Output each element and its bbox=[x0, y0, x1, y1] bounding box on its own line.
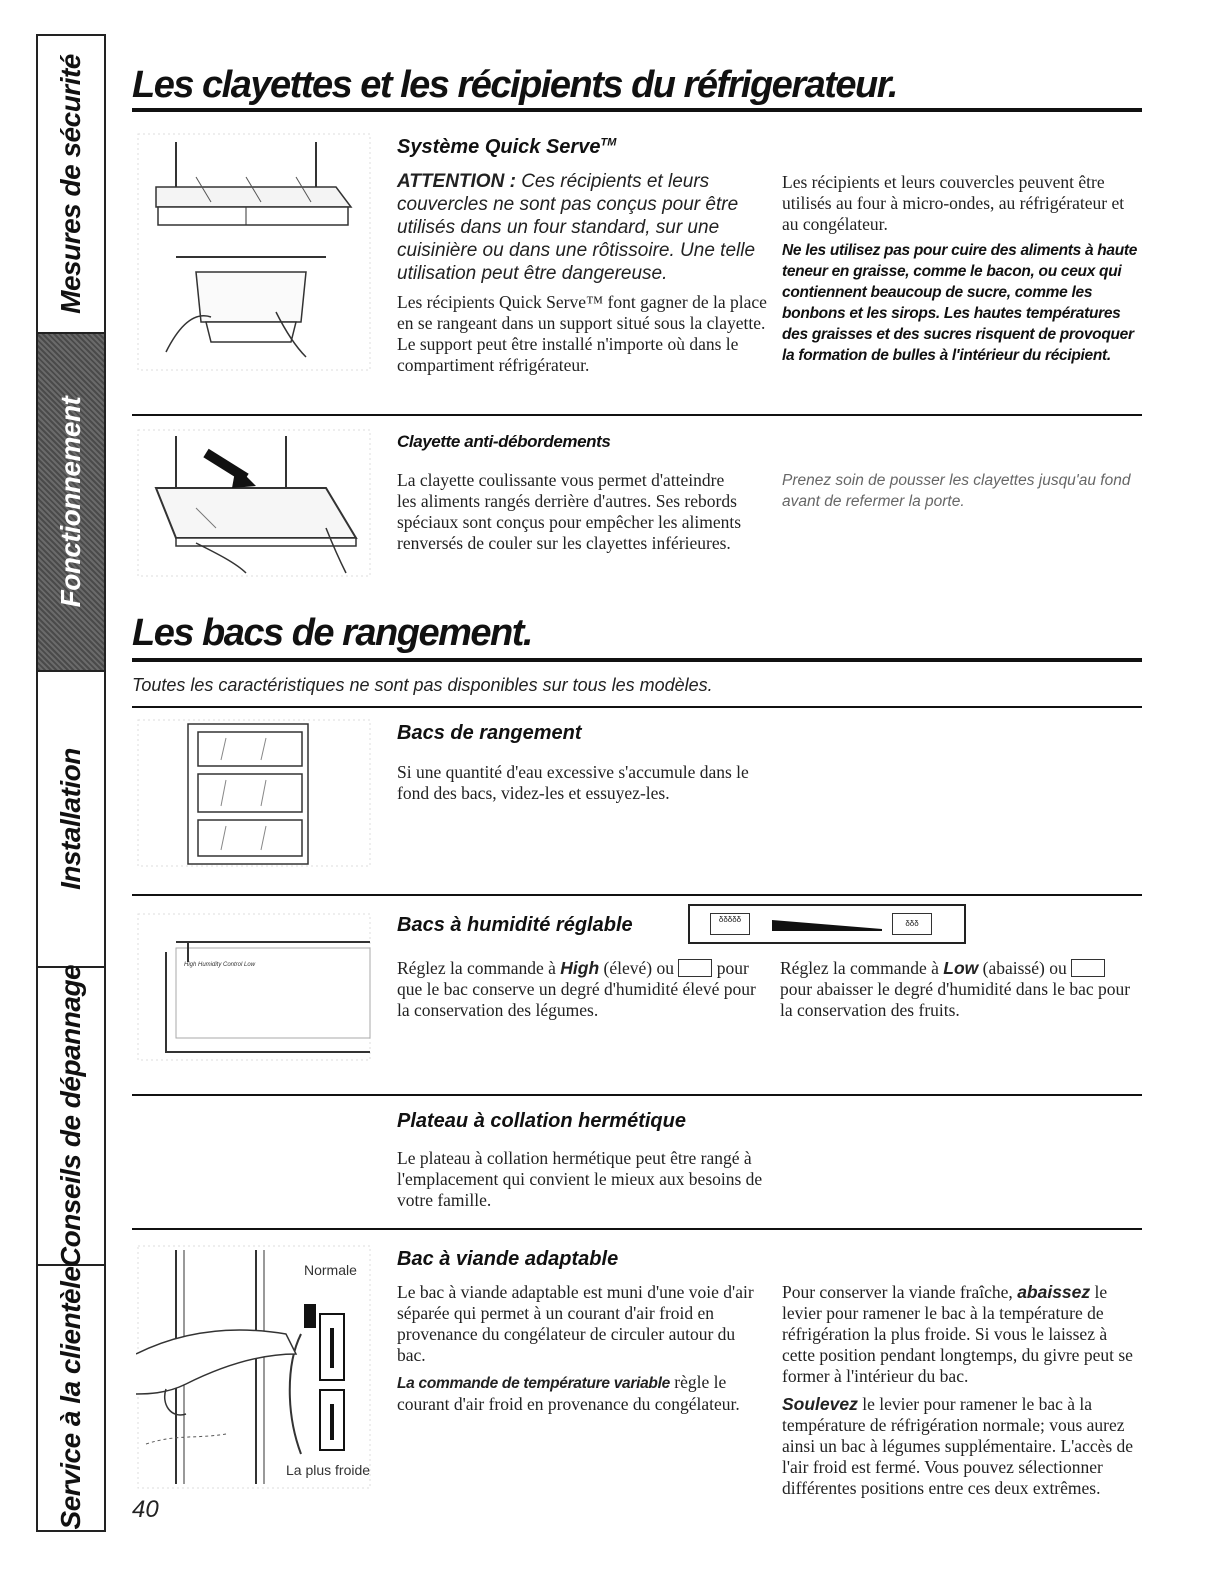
tab-fonctionnement[interactable] bbox=[38, 334, 104, 672]
quick-serve-attention: ATTENTION : Ces récipients et leurs couvercles ne sont pas conçus pour être utilisés dans un four standard, sur une cuisinière ou dans une rôtissoire. Une telle utilisation peut être dangereuse. bbox=[397, 171, 756, 284]
high-icon-inline bbox=[678, 959, 712, 977]
storage-bins-illustration bbox=[136, 718, 372, 868]
meat-pan-body: Le bac à viande adaptable est muni d'une voie d'air séparée qui permet à un courant d'air froid en provenance du congélateur de circuler autour du bac. bbox=[397, 1282, 754, 1365]
title-rule bbox=[132, 658, 1142, 662]
low-humidity-icon: δδδ bbox=[892, 913, 932, 935]
meat-pan-illustration bbox=[136, 1244, 372, 1490]
section-title-shelves: Les clayettes et les récipients du réfrigerateur. bbox=[132, 64, 897, 106]
humidity-low-text: Réglez la commande à Low (abaissé) ou pour abaisser le degré d'humidité dans le bac pour la conservation des fruits. bbox=[780, 958, 1131, 1020]
meat-pan-control-text: La commande de température variable règle le courant d'air froid en provenance du congélateur. bbox=[397, 1372, 740, 1414]
page-number: 40 bbox=[132, 1496, 159, 1523]
storage-bins-heading: Bacs de rangement bbox=[397, 722, 582, 744]
quick-serve-illustration bbox=[136, 132, 372, 372]
humidity-panel-label: High Humidity Control Low bbox=[184, 962, 256, 968]
meat-pan-right-p1: Pour conserver la viande fraîche, abaissez le levier pour ramener le bac à la température de réfrigération la plus froide. Si vous le laissez à cette position pendant longtemps, du givre peut se former à l'intérieur du bac. bbox=[782, 1282, 1133, 1386]
high-humidity-icon: δδδδδ bbox=[710, 913, 750, 935]
meat-pan-heading: Bac à viande adaptable bbox=[397, 1248, 619, 1270]
spillproof-shelf-illustration bbox=[136, 428, 372, 578]
tab-label: Installation bbox=[55, 748, 86, 890]
quick-serve-heading: Système Quick Serve™ bbox=[397, 136, 617, 158]
tab-installation[interactable] bbox=[38, 672, 104, 968]
tab-conseils-de-depannage[interactable] bbox=[38, 964, 104, 1268]
humidity-heading: Bacs à humidité réglable bbox=[397, 914, 633, 936]
quick-serve-body: Les récipients Quick Serve™ font gagner de la place en se rangeant dans un support situé sous la clayette. Le support peut être installé n'importe où dans le compartiment réfrigérateur. bbox=[397, 292, 767, 375]
quick-serve-warning: Ne les utilisez pas pour cuire des aliments à haute teneur en graisse, comme le bacon, ou ceux qui contiennent beaucoup de sucre, comme les bonbons et les sirops. Les hautes températures des graisses et des sucres risquent de provoquer la formation de bulles à l'intérieur du récipient. bbox=[782, 242, 1138, 364]
label-coldest: La plus froide bbox=[286, 1462, 371, 1478]
low-icon-inline bbox=[1071, 959, 1105, 977]
storage-bins-body: Si une quantité d'eau excessive s'accumule dans le fond des bacs, videz-les et essuyez-les. bbox=[397, 762, 749, 803]
spillproof-heading: Clayette anti-débordements bbox=[397, 432, 611, 451]
spillproof-note: Prenez soin de pousser les clayettes jusqu'au fond avant de refermer la porte. bbox=[782, 472, 1131, 510]
label-normal: Normale bbox=[304, 1262, 357, 1278]
snack-body: Le plateau à collation hermétique peut être rangé à l'emplacement qui convient le mieux aux besoins de votre famille. bbox=[397, 1148, 763, 1210]
divider bbox=[132, 894, 1142, 896]
divider bbox=[132, 1228, 1142, 1230]
tab-label: Fonctionnement bbox=[55, 396, 86, 608]
tab-label: Conseils de dépannage bbox=[55, 964, 86, 1268]
divider bbox=[132, 706, 1142, 708]
quick-serve-right-body: Les récipients et leurs couvercles peuvent être utilisés au four à micro-ondes, au réfrigérateur et au congélateur. bbox=[782, 172, 1125, 234]
humidity-control-illustration bbox=[136, 912, 372, 1062]
slider-wedge[interactable] bbox=[772, 918, 882, 932]
snack-heading: Plateau à collation hermétique bbox=[397, 1110, 686, 1132]
title-rule bbox=[132, 108, 1142, 112]
spillproof-body: La clayette coulissante vous permet d'atteindre les aliments rangés derrière d'autres. Ses rebords spéciaux sont conçus pour empêcher les aliments renversés de couler sur les clayettes inférieures. bbox=[397, 470, 742, 553]
humidity-slider-panel bbox=[688, 904, 966, 944]
section-title-bins: Les bacs de rangement. bbox=[132, 612, 532, 654]
divider bbox=[132, 414, 1142, 416]
meat-pan-right-p2: Soulevez le levier pour ramener le bac à la température de réfrigération normale; vous aurez ainsi un bac à légumes supplémentaire. L'accès de l'air froid est fermé. Vous pouvez sélectionner différentes positions entre ces deux extrêmes. bbox=[782, 1394, 1134, 1498]
humidity-high-text: Réglez la commande à High (élevé) ou pour que le bac conserve un degré d'humidité élevé pour la conservation des légumes. bbox=[397, 958, 756, 1020]
section-tabs bbox=[36, 34, 106, 1532]
bins-subtitle: Toutes les caractéristiques ne sont pas disponibles sur tous les modèles. bbox=[132, 675, 713, 695]
tab-label: Service à la clientèle bbox=[55, 1266, 86, 1530]
tab-service-a-la-clientele[interactable] bbox=[38, 1266, 104, 1530]
tab-label: Mesures de sécurité bbox=[55, 54, 86, 314]
tab-mesures-de-securite[interactable] bbox=[38, 36, 104, 334]
divider bbox=[132, 1094, 1142, 1096]
